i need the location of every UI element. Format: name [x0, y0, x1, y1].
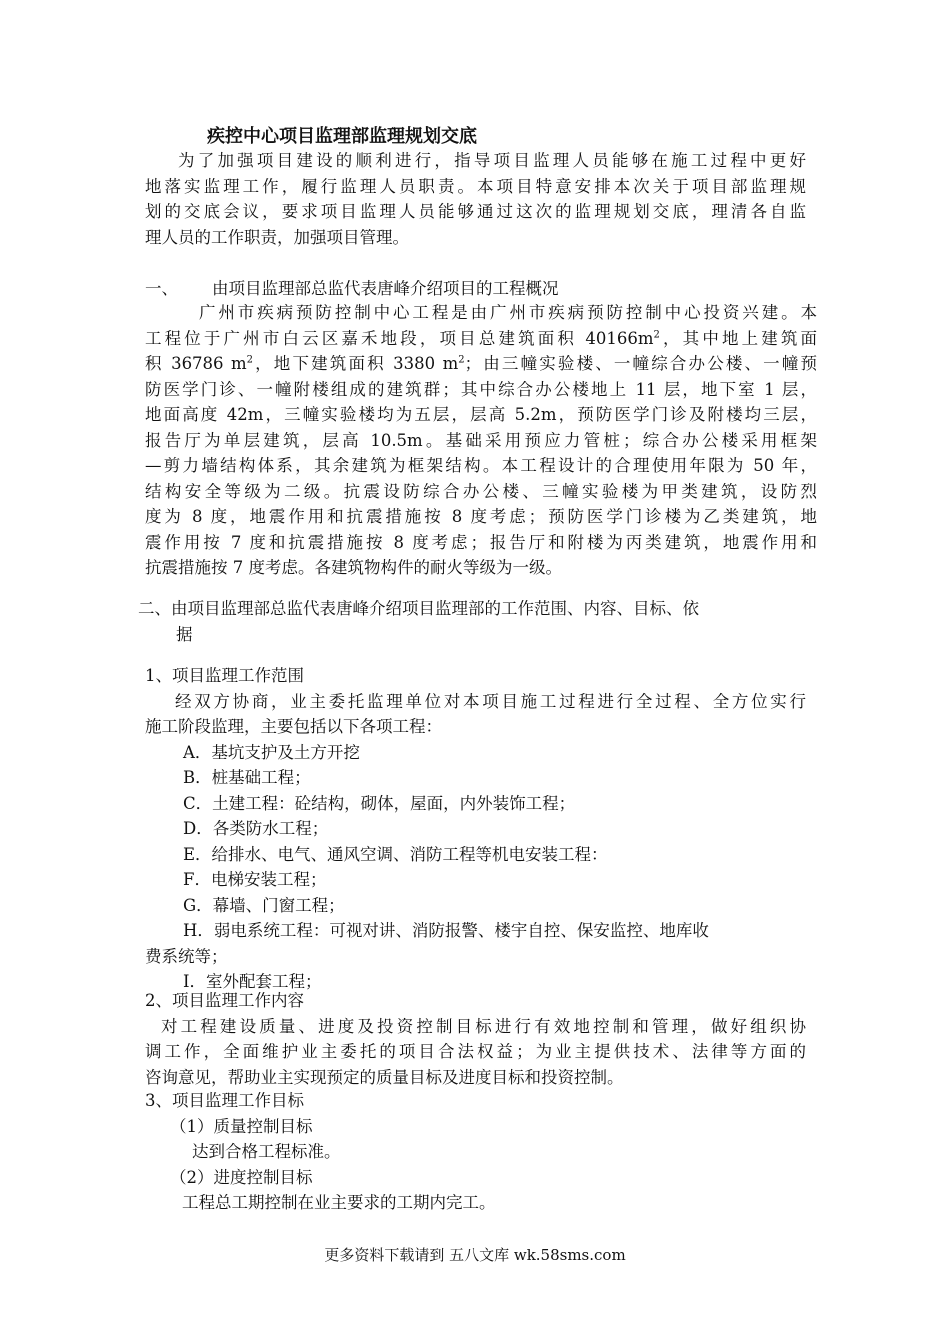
scope-item: B．桩基础工程；	[183, 768, 311, 787]
scope-item: G．幕墙、门窗工程；	[183, 895, 345, 915]
content-heading: 2、项目监理工作内容	[145, 991, 304, 1010]
schedule-goal-text: 工程总工期控制在业主要求的工期内完工。	[182, 1193, 496, 1212]
goals-section	[145, 1088, 806, 1216]
intro-line: 理人员的工作职责，加强项目管理。	[145, 227, 409, 247]
section-1-number: 一、	[145, 279, 178, 298]
scope-section	[145, 663, 806, 995]
scope-item: I．室外配套工程；	[183, 972, 322, 991]
overview-line: 震作用按 7 度和抗震措施按 8 度考虑；报告厅和附楼为丙类建筑，地震作用和	[145, 532, 817, 552]
overview-line: 报告厅为单层建筑，层高 10.5m。基础采用预应力管桩；综合办公楼采用框架	[145, 430, 817, 450]
section-2-line: 二、由项目监理部总监代表唐峰介绍项目监理部的工作范围、内容、目标、依	[138, 599, 699, 618]
overview-line: 广州市疾病预防控制中心工程是由广州市疾病预防控制中心投资兴建。本	[199, 303, 817, 322]
scope-item: 费系统等；	[145, 946, 228, 966]
scope-item: F．电梯安装工程；	[183, 870, 327, 889]
goals-heading: 3、项目监理工作目标	[145, 1091, 304, 1110]
footer-note: 更多资料下载请到 五八文库 wk.58sms.com	[324, 1246, 626, 1264]
quality-goal-heading: （1）质量控制目标	[170, 1116, 313, 1136]
overview-line: 结构安全等级为二级。抗震设防综合办公楼、三幢实验楼为甲类建筑，设防烈	[145, 481, 817, 501]
content-section	[145, 988, 806, 1090]
intro-paragraph	[145, 148, 806, 250]
quality-goal-text: 达到合格工程标准。	[192, 1142, 341, 1161]
overview-line: 工程位于广州市白云区嘉禾地段，项目总建筑面积 $40166m^2$，其中地上建筑面	[145, 328, 817, 348]
section-2-heading	[138, 596, 798, 647]
intro-line: 为了加强项目建设的顺利进行，指导项目监理人员能够在施工过程中更好	[178, 151, 806, 170]
overview-line: —剪力墙结构体系，其余建筑为框架结构。本工程设计的合理使用年限为 50 年，	[145, 456, 817, 475]
scope-heading: 1、项目监理工作范围	[145, 666, 304, 685]
scope-item: A．基坑支护及土方开挖	[183, 742, 360, 762]
scope-item: C．土建工程：砼结构，砌体，屋面，内外装饰工程；	[183, 793, 576, 813]
intro-line: 地落实监理工作，履行监理人员职责。本项目特意安排本次关于项目部监理规	[145, 176, 806, 196]
overview-line: 抗震措施按 7 度考虑。各建筑物构件的耐火等级为一级。	[145, 558, 562, 577]
document-title: 疾控中心项目监理部监理规划交底	[207, 126, 477, 147]
schedule-goal-heading: （2）进度控制目标	[170, 1167, 313, 1187]
overview-line: 防医学门诊、一幢附楼组成的建筑群；其中综合办公楼地上 11 层，地下室 1 层，	[145, 379, 817, 399]
scope-item: D．各类防水工程；	[183, 819, 329, 838]
section-1-title: 由项目监理部总监代表唐峰介绍项目的工程概况	[212, 279, 559, 298]
scope-item: H．弱电系统工程：可视对讲、消防报警、楼宇自控、保安监控、地库收	[183, 921, 709, 940]
content-line: 对工程建设质量、进度及投资控制目标进行有效地控制和管理，做好组织协	[161, 1016, 806, 1036]
overview-paragraph	[145, 300, 817, 581]
intro-line: 划的交底会议，要求项目监理人员能够通过这次的监理规划交底，理清各自监	[145, 202, 806, 221]
content-line: 调工作，全面维护业主委托的项目合法权益；为业主提供技术、法律等方面的	[145, 1042, 806, 1061]
section-1-heading	[145, 276, 806, 302]
overview-line: 度为 8 度，地震作用和抗震措施按 8 度考虑；预防医学门诊楼为乙类建筑，地	[145, 507, 817, 526]
section-2-line: 据	[176, 624, 193, 644]
scope-line: 经双方协商，业主委托监理单位对本项目施工过程进行全过程、全方位实行	[175, 691, 806, 711]
content-line: 咨询意见，帮助业主实现预定的质量目标及进度目标和投资控制。	[145, 1067, 624, 1087]
overview-line: 积 36786 $m^2$，地下建筑面积 3380 $m^2$；由三幢实验楼、一幢综合办公楼、一幢预	[145, 354, 818, 373]
scope-line: 施工阶段监理，主要包括以下各项工程：	[145, 717, 442, 736]
scope-item: E．给排水、电气、通风空调、消防工程等机电安装工程：	[183, 844, 608, 864]
overview-line: 地面高度 42m，三幢实验楼均为五层，层高 5.2m，预防医学门诊及附楼均三层，	[145, 405, 817, 424]
